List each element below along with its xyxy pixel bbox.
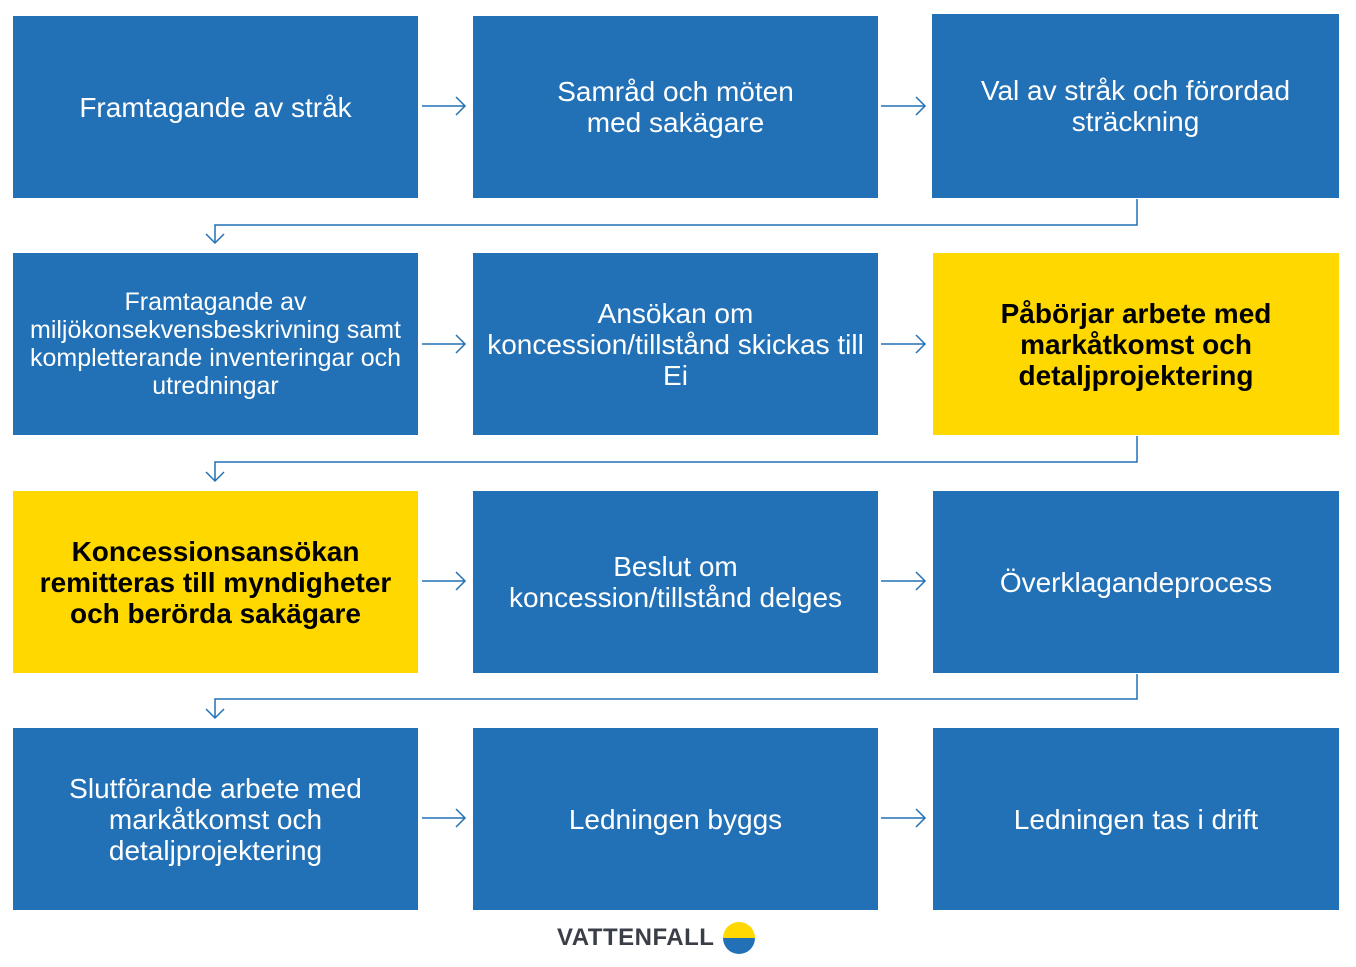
step-8-label: Beslut om koncession/tillstånd delges (508, 551, 843, 613)
arrow-6-7 (206, 436, 1137, 481)
step-5-label: Ansökan om koncession/tillstånd skickas till Ei (487, 297, 864, 391)
step-3-box (932, 14, 1339, 198)
step-3-label: Val av stråk och förordad sträckning (980, 75, 1291, 137)
step-10-label: Slutförande arbete med markåtkomst och detaljprojektering (69, 772, 362, 866)
step-7-label: Koncessionsansökan remitteras till myndigheter och berörda sakägare (39, 535, 392, 629)
step-5-box (473, 253, 878, 435)
arrow-9-10 (206, 674, 1137, 718)
step-11-box (473, 728, 878, 910)
step-7-box (13, 491, 418, 673)
step-1-label: Framtagande av stråk (79, 91, 352, 123)
step-9-box (933, 491, 1339, 673)
step-8-box (473, 491, 878, 673)
arrow-3-4 (206, 199, 1137, 243)
arrow-10-11 (422, 809, 465, 827)
arrow-1-2 (422, 97, 465, 115)
step-11-label: Ledningen byggs (568, 803, 783, 835)
logo-wordmark: VATTENFALL (557, 924, 715, 951)
step-4-box (13, 253, 418, 435)
arrow-4-5 (422, 335, 465, 353)
step-12-label: Ledningen tas i drift (1013, 803, 1259, 835)
step-6-box (933, 253, 1339, 435)
step-2-label: Samråd och möten med sakägare (557, 76, 794, 138)
step-9-label: Överklagandeprocess (999, 566, 1273, 598)
vattenfall-logo (557, 921, 756, 955)
step-1-box (13, 16, 418, 198)
arrow-5-6 (881, 335, 925, 353)
step-12-box (933, 728, 1339, 910)
step-10-box (13, 728, 418, 910)
logo-circle-icon (722, 921, 756, 955)
step-2-box (473, 16, 878, 198)
arrow-2-3 (881, 97, 925, 115)
arrow-11-12 (881, 809, 925, 827)
arrow-8-9 (881, 572, 925, 590)
step-4-label: Framtagande av miljökonsekvensbeskrivning samt kompletterande inventeringar och utredningar (29, 288, 402, 400)
arrow-7-8 (422, 572, 465, 590)
step-6-label: Påbörjar arbete med markåtkomst och detaljprojektering (1000, 297, 1272, 391)
